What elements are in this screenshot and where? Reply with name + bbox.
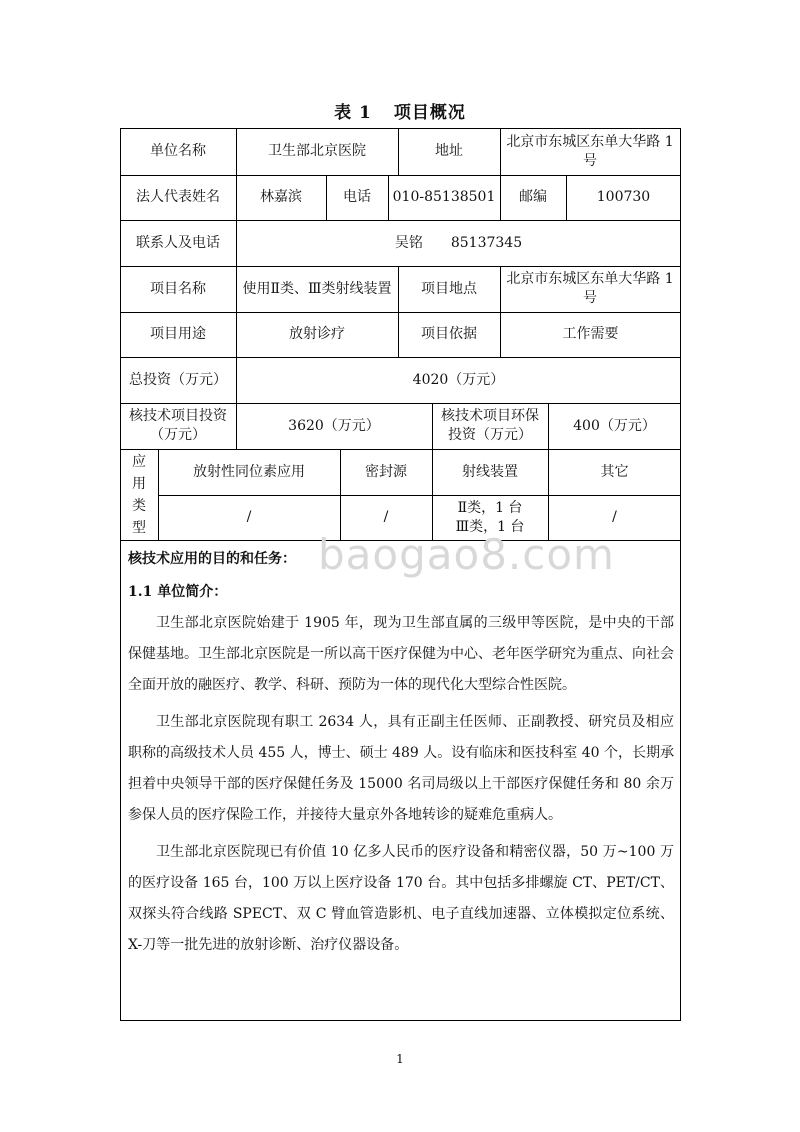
env-investment-value: 400（万元） bbox=[573, 417, 656, 434]
phone-label: 电话 bbox=[343, 189, 371, 205]
project-location-label: 项目地点 bbox=[421, 280, 477, 297]
table-title bbox=[0, 98, 800, 123]
isotope-header: 放射性同位素应用 bbox=[193, 463, 305, 480]
sealed-source-header: 密封源 bbox=[365, 463, 407, 480]
project-basis-label: 项目依据 bbox=[421, 326, 477, 342]
table-name: 项目概况 bbox=[393, 103, 466, 123]
paragraph: 卫生部北京医院始建于 1905 年，现为卫生部直属的三级甲等医院，是中央的干部保健基地。卫生部北京医院是一所以高干医疗保健为中心、老年医学研究为重点、向社会全面开放的融医疗、教学、科研、预防为一体的现代化大型综合性医院。 bbox=[128, 615, 674, 693]
narrative-body bbox=[128, 608, 674, 967]
application-type-label: 应 用 类 型 bbox=[132, 453, 146, 536]
isotope-value: / bbox=[246, 509, 252, 525]
ray-device-value: Ⅱ类，1 台 Ⅲ类，1 台 bbox=[455, 499, 525, 535]
total-investment-label: 总投资（万元） bbox=[129, 371, 227, 388]
postcode-label: 邮编 bbox=[519, 189, 547, 205]
total-investment-value: 4020（万元） bbox=[412, 371, 505, 388]
project-basis-value: 工作需要 bbox=[562, 326, 619, 342]
contact-label: 联系人及电话 bbox=[136, 234, 220, 251]
narrative-heading: 核技术应用的目的和任务： bbox=[128, 551, 296, 567]
project-purpose-value: 放射诊疗 bbox=[289, 326, 345, 342]
nuclear-investment-value: 3620（万元） bbox=[288, 417, 380, 434]
legal-rep-label: 法人代表姓名 bbox=[136, 189, 220, 205]
paragraph: 卫生部北京医院现有职工 2634 人，具有正副主任医师、正副教授、研究员及相应职称的高级技术人员 455 人，博士、硕士 489 人。设有临床和医技科室 40 个，长期承担着中央领导干部的医疗保健任务及 15000 名司局级以上干部医疗保健任务和 80 余万参保人员的医疗保险工作，并接待大量京外各地转诊的疑难危重病人。 bbox=[128, 714, 674, 823]
env-investment-label: 核技术项目环保投资（万元） bbox=[441, 408, 539, 443]
project-location-value: 北京市东城区东单大华路 1 号 bbox=[506, 271, 674, 306]
project-name-value: 使用Ⅱ类、Ⅲ类射线装置 bbox=[242, 280, 392, 297]
watermark: baogao8.com bbox=[318, 530, 615, 579]
address-value: 北京市东城区东单大华路 1 号 bbox=[506, 133, 674, 169]
address-label: 地址 bbox=[435, 143, 463, 159]
unit-name-value: 卫生部北京医院 bbox=[268, 143, 366, 159]
other-value: / bbox=[612, 509, 617, 525]
table-number: 表 1 bbox=[334, 103, 372, 123]
legal-rep-value: 林嘉滨 bbox=[260, 189, 302, 205]
ray-device-header: 射线装置 bbox=[462, 463, 518, 480]
contact-value: 吴铭 85137345 bbox=[394, 234, 523, 251]
page-number: 1 bbox=[396, 1052, 404, 1066]
narrative-subheading: 1.1 单位简介： bbox=[128, 584, 228, 600]
postcode-value: 100730 bbox=[596, 189, 651, 205]
nuclear-investment-label: 核技术项目投资（万元） bbox=[129, 408, 227, 443]
paragraph: 卫生部北京医院现已有价值 10 亿多人民币的医疗设备和精密仪器，50 万~100 万的医疗设备 165 台，100 万以上医疗设备 170 台。其中包括多排螺旋 CT、PET/CT、双探头符合线路 SPECT、双 C 臂血管造影机、电子直线加速器、立体模拟定位系统、X-刀等一批先进的放射诊断、治疗仪器设备。 bbox=[128, 844, 674, 953]
project-purpose-label: 项目用途 bbox=[150, 326, 206, 342]
other-header: 其它 bbox=[600, 463, 629, 480]
project-name-label: 项目名称 bbox=[150, 280, 206, 297]
sealed-source-value: / bbox=[383, 509, 389, 525]
phone-value: 010-85138501 bbox=[392, 189, 496, 205]
unit-name-label: 单位名称 bbox=[150, 143, 206, 159]
